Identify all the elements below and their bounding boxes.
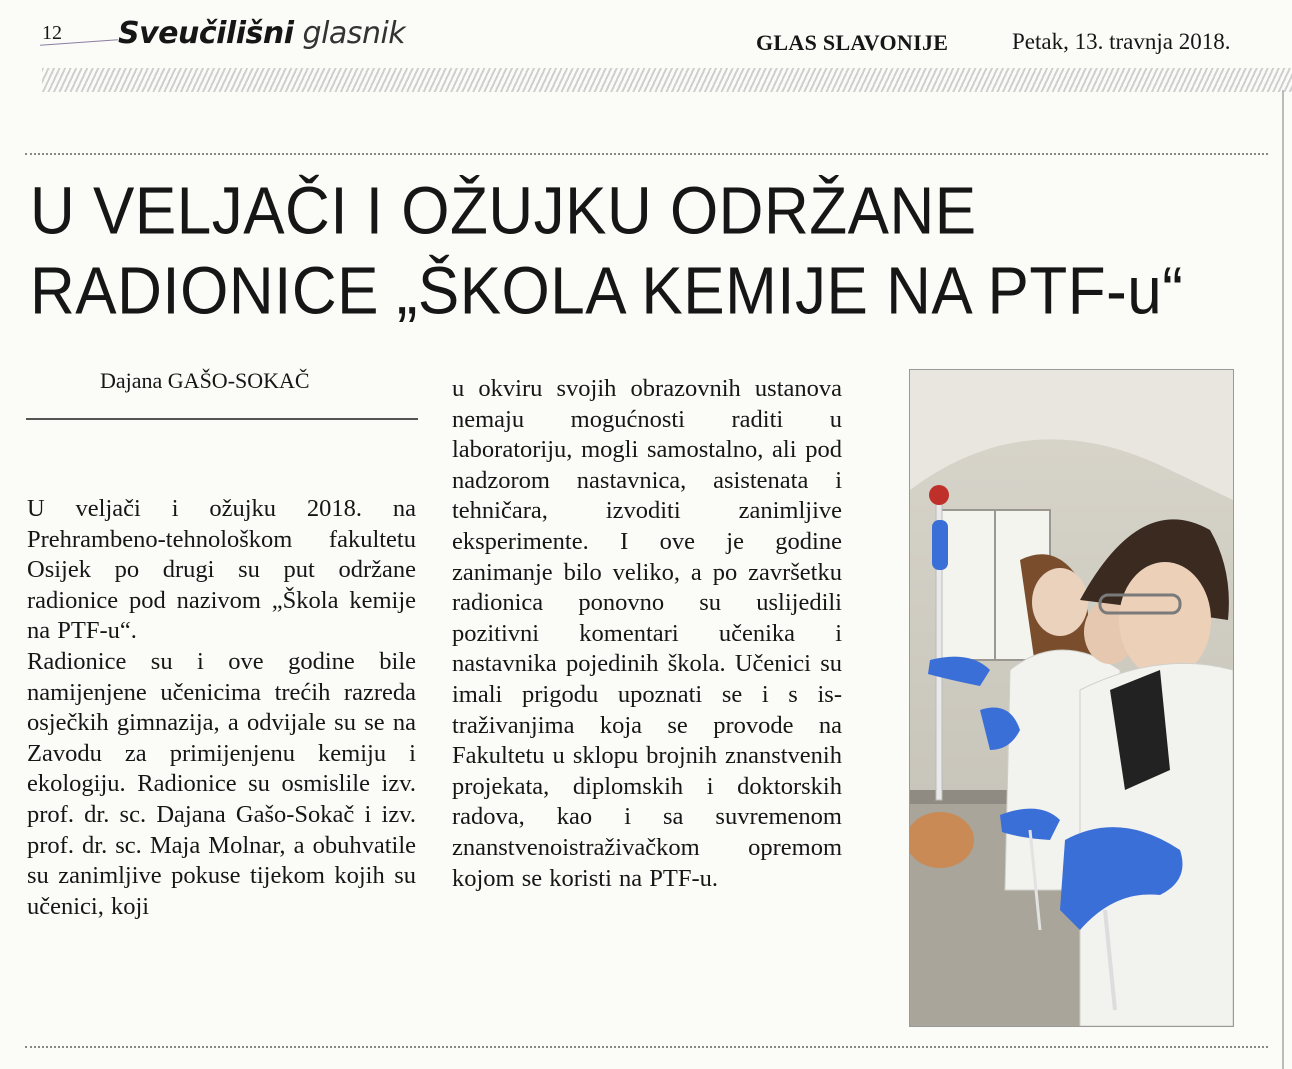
article-column-1 bbox=[27, 494, 416, 922]
lab-photo bbox=[909, 369, 1234, 1027]
article-headline bbox=[30, 172, 1183, 332]
article-column-2 bbox=[452, 374, 842, 894]
section-title bbox=[118, 16, 405, 51]
bottom-dotted-rule bbox=[25, 1046, 1268, 1048]
header-hatch-band bbox=[42, 68, 1292, 92]
headline-line-2: RADIONICE „ŠKOLA KEMIJE NA PTF-u“ bbox=[30, 254, 1184, 329]
issue-date: Petak, 13. travnja 2018. bbox=[1012, 29, 1231, 54]
column-1-paragraph-2: Radionice su i ove godine bile namijenjene učenicima trećih razreda osječkih gimnazija, a odvijale su se na Zavodu za primijenjenu kemiju i ekologiju. Radionice su osmislile izv. prof. dr. sc. Dajana Gašo-Sokač i izv. prof. dr. sc. Maja Molnar, a obuhvatile su zanimljive pokuse tijekom kojih su učenici, koji bbox=[27, 647, 416, 920]
page-edge-line bbox=[1282, 90, 1284, 1069]
lab-photo-illustration bbox=[910, 370, 1233, 1026]
headline-line-1: U VELJAČI I OŽUJKU ODRŽANE bbox=[30, 174, 977, 249]
top-dotted-rule bbox=[25, 153, 1268, 155]
section-title-bold: Sveučilišni bbox=[118, 16, 294, 51]
newspaper-name: GLAS SLAVONIJE bbox=[756, 30, 949, 55]
section-title-light: glasnik bbox=[302, 16, 406, 51]
column-2-paragraph-1: u okviru svojih obrazovnih ustanova nemaju mogućnosti raditi u laboratoriju, mogli samostalno, ali pod nadzorom nastavnica, asistenata i tehničara, izvoditi zanimljive eksperimente. I ove je godine zanimanje bilo veliko, a po završetku radionica ponovno su uslijedili pozitivni komentari učenika i nastavnika pojedinih škola. Učenici su imali prigodu upoznati se i s istraživanjima koja se provode na Fakultetu u sklopu brojnih znanstvenih projekata, diplomskih i doktorskih radova, kao i sa suvremenom znanstvenoistraživačkom opremom kojom se koristi na PTF-u. bbox=[452, 375, 842, 892]
byline-rule bbox=[26, 418, 418, 420]
page-number: 12 bbox=[42, 22, 62, 44]
column-1-paragraph-1: U veljači i ožujku 2018. na Prehrambeno-tehnološkom fakultetu Osijek po drugi su put održane radionice pod nazivom „Škola kemije na PTF-u“. bbox=[27, 495, 416, 645]
byline: Dajana GAŠO-SOKAČ bbox=[100, 368, 310, 393]
